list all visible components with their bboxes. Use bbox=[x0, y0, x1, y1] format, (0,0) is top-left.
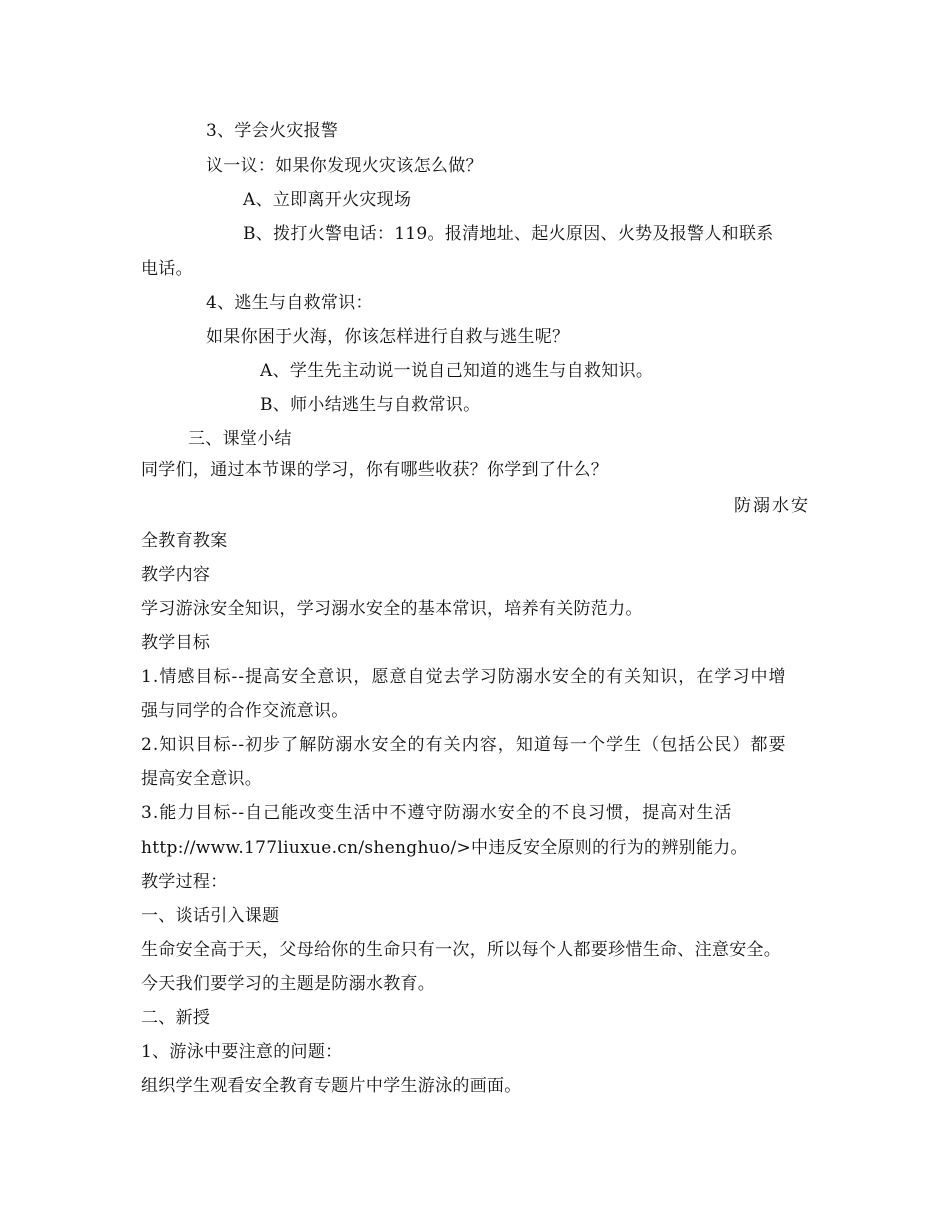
teaching-content-paragraph: 学习游泳安全知识，学习溺水安全的基本常识，培养有关防范力。 bbox=[141, 599, 643, 619]
answer-a: A、立即离开火灾现场 bbox=[243, 190, 412, 210]
goal-2-continued: 提高安全意识。 bbox=[141, 769, 263, 789]
goal-2: 2.知识目标--初步了解防溺水安全的有关内容，知道每一个学生（包括公民）都要 bbox=[141, 735, 787, 755]
heading-teaching-goals: 教学目标 bbox=[141, 633, 211, 653]
lesson-title-part1: 防溺水安 bbox=[734, 496, 810, 516]
goal-3-continued: http://www.177liuxue.cn/shenghuo/>中违反安全原则的行为的辨别能力。 bbox=[141, 838, 748, 858]
section-heading-summary: 三、课堂小结 bbox=[188, 429, 292, 449]
intro-paragraph-continued: 今天我们要学习的主题是防溺水教育。 bbox=[141, 974, 436, 994]
escape-item-b: B、师小结逃生与自救常识。 bbox=[260, 395, 481, 415]
goal-1-continued: 强与同学的合作交流意识。 bbox=[141, 701, 349, 721]
goal-1: 1.情感目标--提高安全意识，愿意自觉去学习防溺水安全的有关知识，在学习中增 bbox=[141, 667, 787, 687]
goal-3: 3.能力目标--自己能改变生活中不遵守防溺水安全的不良习惯，提高对生活 bbox=[141, 803, 733, 823]
swimming-paragraph: 组织学生观看安全教育专题片中学生游泳的画面。 bbox=[141, 1076, 522, 1096]
escape-item-a: A、学生先主动说一说自己知道的逃生与自救知识。 bbox=[260, 361, 654, 381]
escape-question: 如果你困于火海，你该怎样进行自救与逃生呢？ bbox=[206, 327, 570, 347]
discussion-question: 议一议：如果你发现火灾该怎么做？ bbox=[206, 156, 483, 176]
section-heading-escape: 4、逃生与自救常识： bbox=[206, 293, 373, 313]
answer-b-continued: 电话。 bbox=[141, 259, 193, 279]
heading-teaching-content: 教学内容 bbox=[141, 565, 211, 585]
intro-paragraph: 生命安全高于天，父母给你的生命只有一次，所以每个人都要珍惜生命、注意安全。 bbox=[141, 940, 782, 960]
section-heading-intro: 一、谈话引入课题 bbox=[141, 906, 280, 926]
answer-b: B、拨打火警电话：119。报清地址、起火原因、火势及报警人和联系 bbox=[243, 224, 774, 244]
section-heading-fire-alarm: 3、学会火灾报警 bbox=[206, 121, 339, 141]
summary-paragraph: 同学们，通过本节课的学习，你有哪些收获？你学到了什么？ bbox=[141, 460, 609, 480]
subheading-swimming-issues: 1、游泳中要注意的问题： bbox=[141, 1042, 343, 1062]
lesson-title-part2: 全教育教案 bbox=[141, 531, 228, 551]
heading-teaching-process: 教学过程： bbox=[141, 872, 228, 892]
section-heading-new-lesson: 二、新授 bbox=[141, 1008, 211, 1028]
